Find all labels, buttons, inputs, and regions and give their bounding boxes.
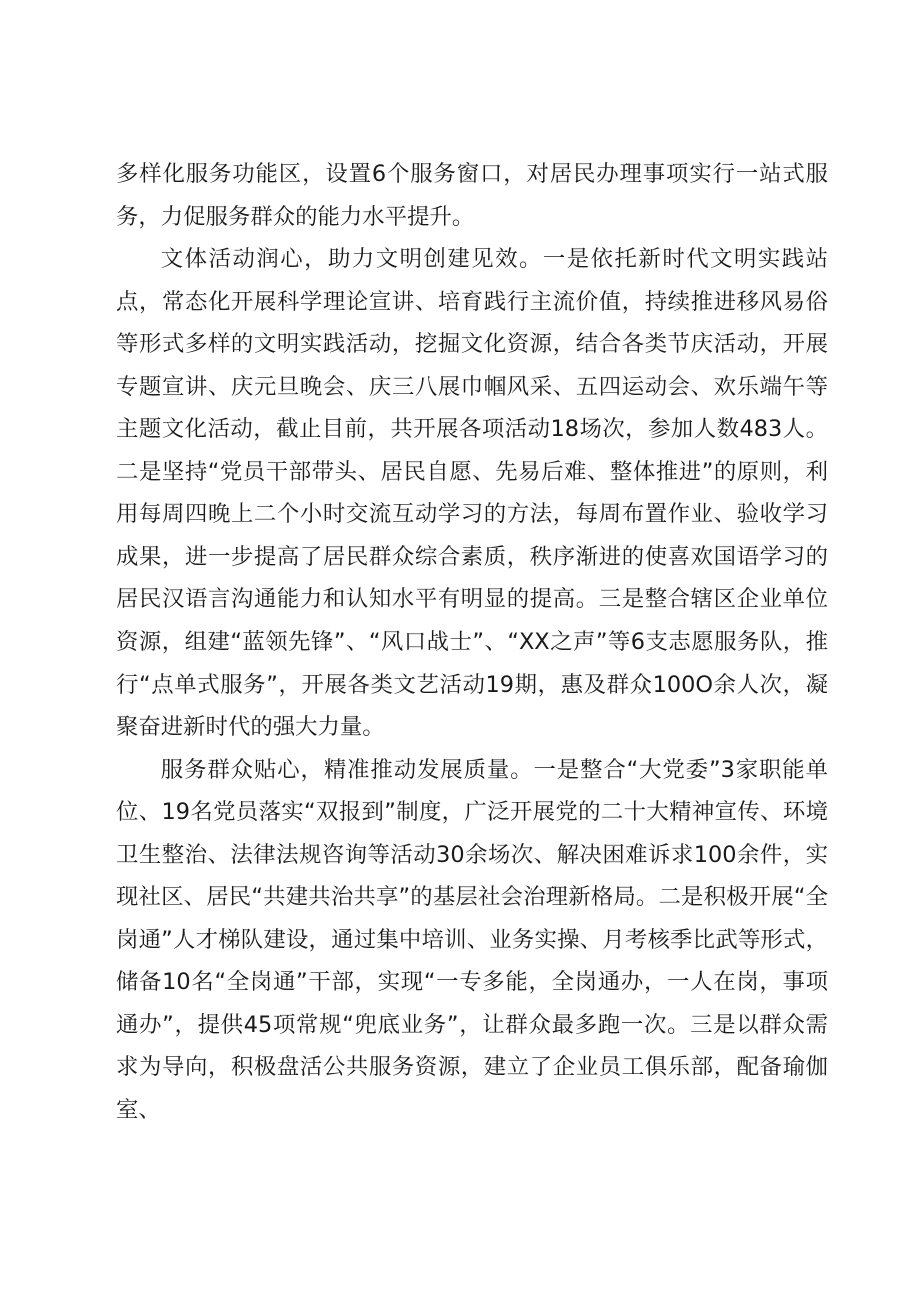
paragraph-service-masses: 服务群众贴心，精准推动发展质量。一是整合“大党委”3家职能单位、19名党员落实“双报到”制度，广泛开展党的二十大精神宣传、环境卫生整治、法律法规咨询等活动30余场次、解决困难诉求100余件，实现社区、居民“共建共治共享”的基层社会治理新格局。二是积极开展“全岗通”人才梯队建设，通过集中培训、业务实操、月考核季比武等形式，储备10名“全岗通”干部，实现“一专多能，全岗通办，一人在岗，事项通办”，提供45项常规“兜底业务”，让群众最多跑一次。三是以群众需求为导向，积极盘活公共服务资源，建立了企业员工俱乐部，配备瑜伽室、 (116, 756, 828, 1124)
paragraph-culture-activities: 文体活动润心，助力文明创建见效。一是依托新时代文明实践站点，常态化开展科学理论宣讲、培育践行主流价值，持续推进移风易俗等形式多样的文明实践活动，挖掘文化资源，结合各类节庆活动，开展专题宣讲、庆元旦晚会、庆三八展巾帼风采、五四运动会、欢乐端午等主题文化活动，截止目前，共开展各项活动18场次，参加人数483人。二是坚持“党员干部带头、居民自愿、先易后难、整体推进”的原则，利用每周四晚上二个小时交流互动学习的方法，每周布置作业、验收学习成果，进一步提高了居民群众综合素质，秩序渐进的使喜欢国语学习的居民汉语言沟通能力和认知水平有明显的提高。三是整合辖区企业单位资源，组建“蓝领先锋”、“风口战士”、“XX之声”等6支志愿服务队，推行“点单式服务”，开展各类文艺活动19期，惠及群众100O余人次，凝聚奋进新时代的强大力量。 (116, 246, 828, 741)
paragraph-continuation: 多样化服务功能区，设置6个服务窗口，对居民办理事项实行一站式服务，力促服务群众的能力水平提升。 (116, 161, 828, 230)
document-body (116, 153, 828, 1132)
